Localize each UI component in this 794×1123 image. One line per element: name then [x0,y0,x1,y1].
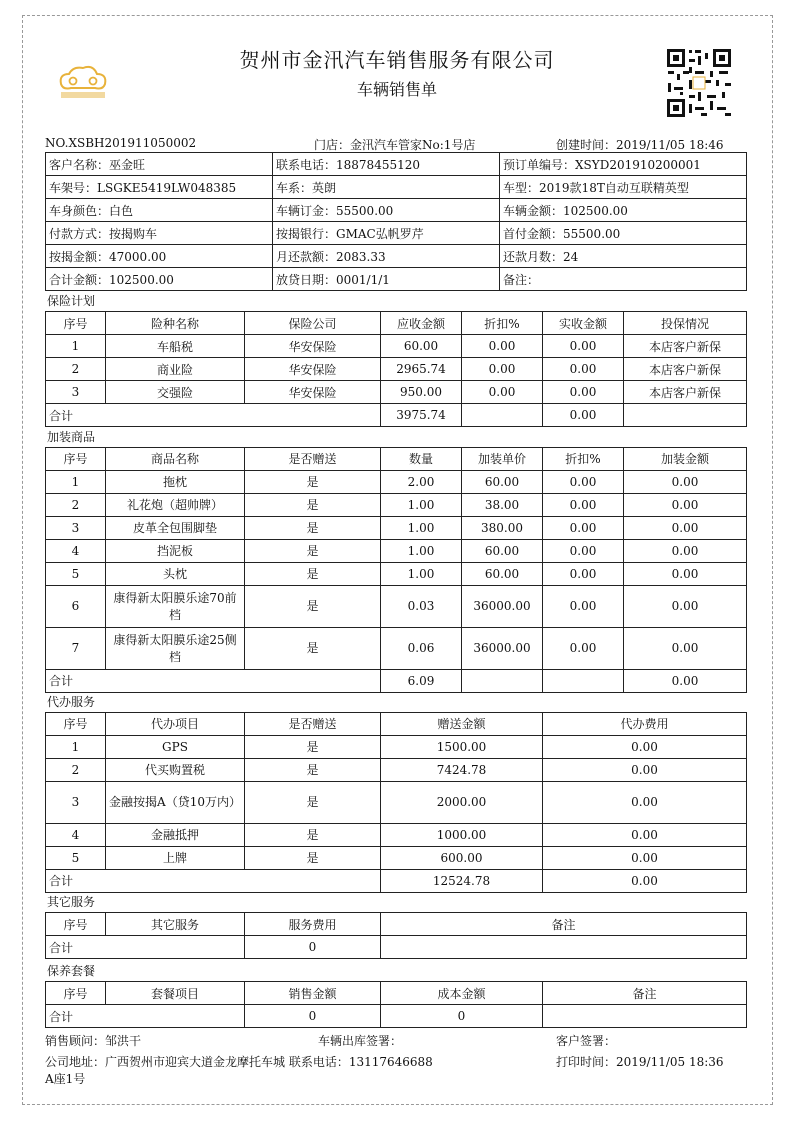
cell: 0.00 [543,628,624,670]
col-header: 序号 [46,448,106,471]
cell: 3 [46,782,106,824]
total-label: 合计 [46,404,381,427]
col-header: 应收金额 [381,312,462,335]
col-header: 加装金额 [624,448,747,471]
col-header: 实收金额 [543,312,624,335]
cell: 38.00 [462,494,543,517]
company-address: 公司地址：广西贺州市迎宾大道金龙摩托车城 联系电话：13117646688 [45,1055,433,1069]
table-row [46,824,747,847]
table-row [46,563,747,586]
value-months: 24 [563,249,579,264]
col-header: 序号 [46,982,106,1005]
company-name: 贺州市金汛汽车销售服务有限公司 [239,48,555,72]
cell: 0.00 [624,628,747,670]
cell: 本店客户新保 [624,335,747,358]
cell: 0.00 [543,358,624,381]
total-row [46,936,747,959]
table-row [46,335,747,358]
cell: 0.03 [381,586,462,628]
total-fee: 0.00 [543,870,747,893]
table-row [46,736,747,759]
col-header: 险种名称 [106,312,245,335]
cell: 0.00 [624,586,747,628]
vehicle-info-table [45,152,747,291]
cell: 0.00 [462,358,543,381]
label-customer: 客户名称： [49,157,110,172]
total-gift: 12524.78 [381,870,543,893]
value-total: 102500.00 [109,272,174,287]
total-paid: 0.00 [543,404,624,427]
section-maintenance: 保养套餐 [47,964,96,978]
cell: 4 [46,824,106,847]
cell: 7424.78 [381,759,543,782]
cell: 380.00 [462,517,543,540]
label-remark: 备注： [503,272,540,287]
col-header: 折扣% [462,312,543,335]
total-row [46,1005,747,1028]
cell: 礼花炮（超帅牌） [106,494,245,517]
table-row [46,847,747,870]
cell: 车船税 [106,335,245,358]
cell: 商业险 [106,358,245,381]
total-label: 合计 [46,936,245,959]
label-model: 车型： [503,180,540,195]
section-addons: 加装商品 [47,430,96,444]
cell: 华安保险 [245,358,381,381]
print-time: 打印时间：2019/11/05 18:36 [556,1055,724,1069]
outbound-signature: 车辆出库签署： [318,1034,403,1048]
table-row [46,517,747,540]
cell: 上牌 [106,847,245,870]
cell: 金融按揭A（贷10万内） [106,782,245,824]
table-row [46,381,747,404]
cell: 0.00 [543,471,624,494]
total-label: 合计 [46,1005,245,1028]
label-bank: 按揭银行： [276,226,337,241]
cell: 5 [46,563,106,586]
total-sale: 0 [245,1005,381,1028]
col-header: 序号 [46,312,106,335]
cell: 1.00 [381,563,462,586]
value-vin: LSGKE5419LW048385 [97,180,237,195]
col-header: 备注 [543,982,747,1005]
label-series: 车系： [276,180,313,195]
col-header: 商品名称 [106,448,245,471]
cell: 0.00 [543,517,624,540]
cell: 0.00 [624,471,747,494]
cell: 5 [46,847,106,870]
insurance-table [45,311,747,427]
value-color: 白色 [109,203,134,218]
cell: 0.00 [624,563,747,586]
cell: 0.00 [543,736,747,759]
value-loan: 47000.00 [109,249,167,264]
table-row [46,782,747,824]
label-loan: 按揭金额： [49,249,110,264]
value-release: 0001/1/1 [336,272,390,287]
col-header: 成本金额 [381,982,543,1005]
label-color: 车身颜色： [49,203,110,218]
label-order: 预订单编号： [503,157,576,172]
total-row [46,670,747,693]
cell: 是 [245,759,381,782]
col-header: 备注 [381,913,747,936]
cell: 0.00 [543,759,747,782]
cell: 0.00 [543,847,747,870]
cell: 36000.00 [462,586,543,628]
cell: 1 [46,471,106,494]
cell: 挡泥板 [106,540,245,563]
cell: 950.00 [381,381,462,404]
cell: 1.00 [381,517,462,540]
cell: 是 [245,540,381,563]
document-title: 车辆销售单 [356,80,437,99]
cell: 是 [245,471,381,494]
cell: 60.00 [462,540,543,563]
value-customer: 巫金旺 [109,157,146,172]
cell: 是 [245,517,381,540]
cell: 0.00 [543,824,747,847]
cell: 本店客户新保 [624,358,747,381]
cell: 拖枕 [106,471,245,494]
col-header: 投保情况 [624,312,747,335]
total-due: 3975.74 [381,404,462,427]
col-header: 其它服务 [106,913,245,936]
cell: 2 [46,494,106,517]
customer-signature: 客户签署： [556,1034,617,1048]
cell: 0.00 [543,540,624,563]
col-header: 数量 [381,448,462,471]
total-row [46,404,747,427]
cell: 0.00 [624,540,747,563]
total-fee: 0 [245,936,381,959]
value-first: 55500.00 [563,226,621,241]
cell: 0.00 [543,563,624,586]
cell: 60.00 [462,471,543,494]
value-deposit: 55500.00 [336,203,394,218]
cell: 4 [46,540,106,563]
value-pay: 按揭购车 [109,226,158,241]
cell: 0.06 [381,628,462,670]
total-label: 合计 [46,670,381,693]
cell: 是 [245,736,381,759]
table-row [46,540,747,563]
cell: 皮革全包围脚垫 [106,517,245,540]
cell: 华安保险 [245,335,381,358]
sales-advisor: 销售顾问：邹洪干 [45,1034,142,1048]
value-model: 2019款18T自动互联精英型 [539,180,689,195]
cell: 60.00 [381,335,462,358]
cell: 1000.00 [381,824,543,847]
label-pay: 付款方式： [49,226,110,241]
cell: 1500.00 [381,736,543,759]
cell: 康得新太阳膜乐途25侧档 [106,628,245,670]
cell: 0.00 [462,381,543,404]
cell: GPS [106,736,245,759]
cell: 本店客户新保 [624,381,747,404]
company-address-line2: A座1号 [45,1072,86,1086]
cell: 头枕 [106,563,245,586]
cell: 金融抵押 [106,824,245,847]
cell: 60.00 [462,563,543,586]
value-order: XSYD201910200001 [575,157,701,172]
cell: 是 [245,494,381,517]
label-first: 首付金额： [503,226,564,241]
cell: 1 [46,335,106,358]
value-bank: GMAC弘帆罗芹 [336,226,424,241]
cell: 600.00 [381,847,543,870]
total-label: 合计 [46,870,381,893]
cell: 是 [245,782,381,824]
cell: 0.00 [624,517,747,540]
cell: 3 [46,517,106,540]
created-time: 创建时间：2019/11/05 18:46 [556,138,724,152]
label-vin: 车架号： [49,180,98,195]
other-services-table [45,912,747,959]
label-amount: 车辆金额： [503,203,564,218]
col-header: 是否赠送 [245,713,381,736]
cell: 2 [46,759,106,782]
cell: 是 [245,628,381,670]
maintenance-table [45,981,747,1028]
table-row [46,628,747,670]
label-total: 合计金额： [49,272,110,287]
section-insurance: 保险计划 [47,294,96,308]
col-header: 代办费用 [543,713,747,736]
cell: 是 [245,563,381,586]
cell: 7 [46,628,106,670]
services-table [45,712,747,893]
col-header: 销售金额 [245,982,381,1005]
cell: 0.00 [624,494,747,517]
col-header: 服务费用 [245,913,381,936]
table-row [46,586,747,628]
label-release: 放贷日期： [276,272,337,287]
cell: 0.00 [462,335,543,358]
total-cost: 0 [381,1005,543,1028]
cell: 交强险 [106,381,245,404]
addons-table [45,447,747,693]
cell: 0.00 [543,381,624,404]
table-row [46,358,747,381]
value-monthly: 2083.33 [336,249,386,264]
cell: 1.00 [381,494,462,517]
col-header: 套餐项目 [106,982,245,1005]
total-amount: 0.00 [624,670,747,693]
cell: 0.00 [543,335,624,358]
value-phone: 18878455120 [336,157,420,172]
cell: 0.00 [543,586,624,628]
label-monthly: 月还款额： [276,249,337,264]
total-row [46,870,747,893]
store-name: 门店：金汛汽车管家No:1号店 [314,138,476,152]
col-header: 序号 [46,713,106,736]
label-deposit: 车辆订金： [276,203,337,218]
cell: 华安保险 [245,381,381,404]
cell: 2.00 [381,471,462,494]
label-months: 还款月数： [503,249,564,264]
cell: 是 [245,824,381,847]
cell: 1.00 [381,540,462,563]
col-header: 赠送金额 [381,713,543,736]
cell: 2 [46,358,106,381]
cell: 2000.00 [381,782,543,824]
cell: 2965.74 [381,358,462,381]
section-services: 代办服务 [47,695,96,709]
cell: 0.00 [543,782,747,824]
cell: 康得新太阳膜乐途70前档 [106,586,245,628]
value-amount: 102500.00 [563,203,628,218]
table-row [46,471,747,494]
section-other: 其它服务 [47,895,96,909]
cell: 是 [245,847,381,870]
col-header: 折扣% [543,448,624,471]
cell: 代买购置税 [106,759,245,782]
cell: 0.00 [543,494,624,517]
col-header: 加装单价 [462,448,543,471]
table-row [46,494,747,517]
col-header: 保险公司 [245,312,381,335]
total-qty: 6.09 [381,670,462,693]
cell: 是 [245,586,381,628]
label-phone: 联系电话： [276,157,337,172]
cell: 1 [46,736,106,759]
order-number: NO.XSBH201911050002 [45,136,197,150]
col-header: 是否赠送 [245,448,381,471]
table-row [46,759,747,782]
cell: 3 [46,381,106,404]
col-header: 序号 [46,913,106,936]
cell: 6 [46,586,106,628]
value-series: 英朗 [312,180,337,195]
cell: 36000.00 [462,628,543,670]
col-header: 代办项目 [106,713,245,736]
